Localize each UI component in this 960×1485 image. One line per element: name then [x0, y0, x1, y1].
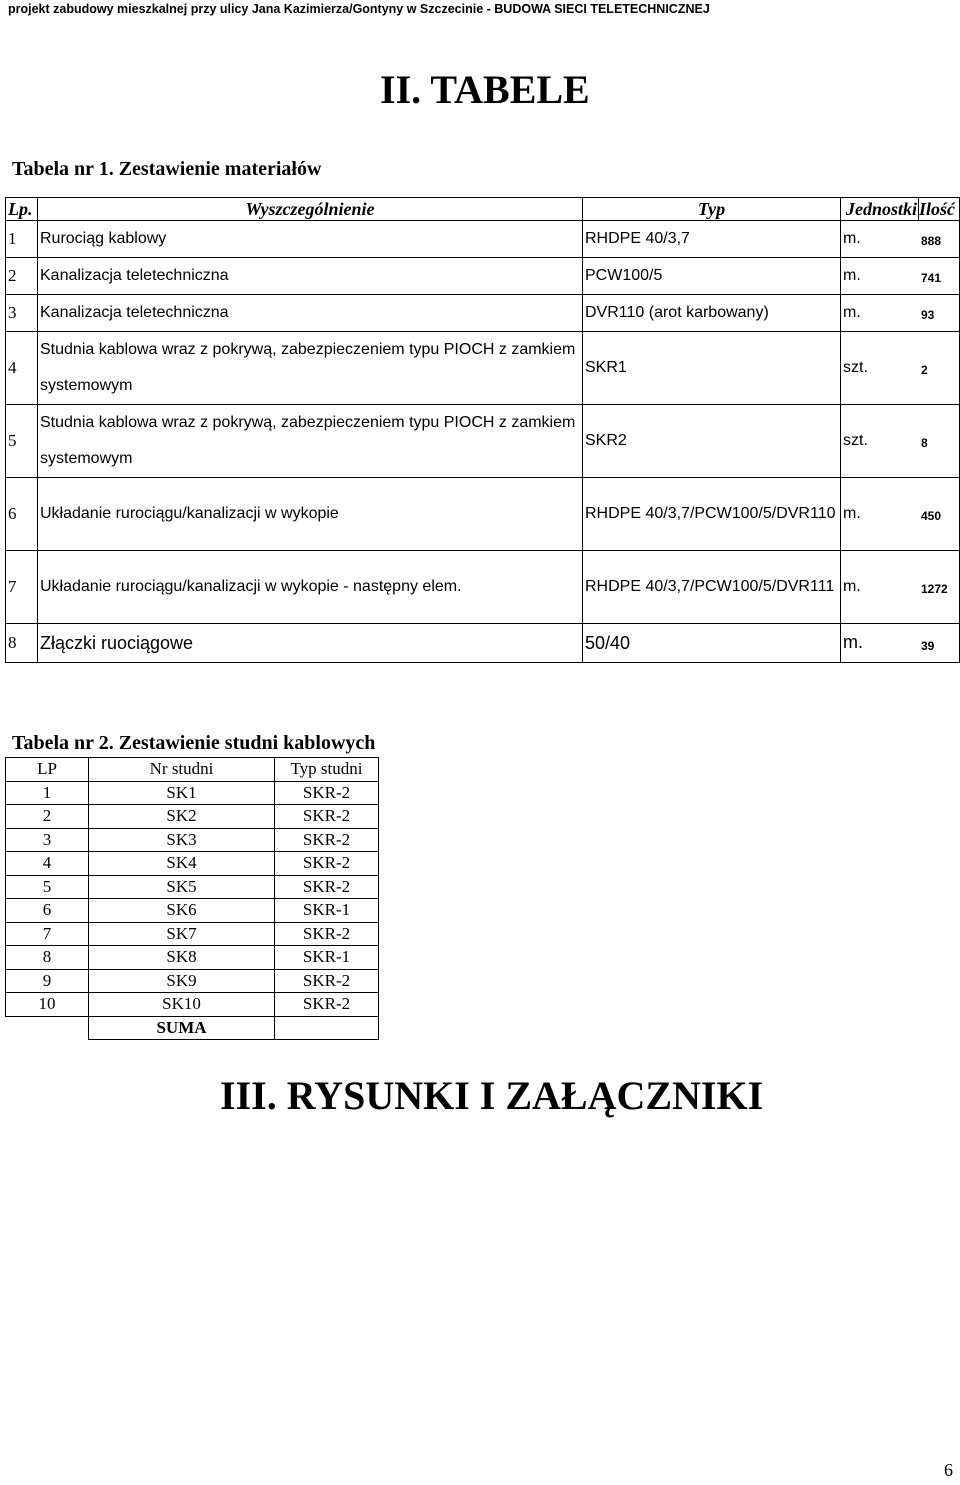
row-description: Układanie rurociągu/kanalizacji w wykopie - następny elem. — [38, 551, 583, 624]
table-row — [6, 899, 379, 923]
table-row — [6, 624, 960, 663]
row-well-type: SKR-2 — [275, 993, 379, 1017]
row-quantity: 888 — [921, 234, 942, 248]
materials-table — [5, 197, 960, 663]
row-lp: 3 — [6, 295, 38, 332]
table-row — [6, 781, 379, 805]
row-type: DVR110 (arot karbowany) — [583, 295, 841, 332]
row-lp: 3 — [6, 828, 89, 852]
row-unit: m. — [843, 578, 861, 595]
row-well-type: SKR-2 — [275, 922, 379, 946]
table1-title: Tabela nr 1. Zestawienie materiałów — [12, 158, 322, 180]
table-row — [6, 221, 960, 258]
row-quantity: 450 — [921, 509, 942, 523]
table-header-row — [6, 198, 960, 221]
row-unit-qty — [841, 295, 960, 332]
row-unit: m. — [843, 267, 861, 284]
row-unit-qty — [841, 405, 960, 478]
row-well-number: SK8 — [89, 946, 275, 970]
row-lp: 2 — [6, 258, 38, 295]
page-header: projekt zabudowy mieszkalnej przy ulicy Jana Kazimierza/Gontyny w Szczecinie - BUDOWA SIECI TELETECHNICZNEJ — [8, 2, 710, 16]
row-lp: 5 — [6, 405, 38, 478]
row-well-type: SKR-1 — [275, 899, 379, 923]
header-type: Typ — [583, 198, 841, 221]
table2-title: Tabela nr 2. Zestawienie studni kablowych — [12, 732, 376, 754]
row-quantity: 93 — [921, 308, 935, 322]
section-title-drawings: III. RYSUNKI I ZAŁĄCZNIKI — [220, 1073, 764, 1118]
row-well-number: SK7 — [89, 922, 275, 946]
row-lp: 8 — [6, 946, 89, 970]
row-quantity: 1272 — [921, 582, 948, 596]
table-header-row — [6, 758, 379, 782]
row-quantity: 39 — [921, 639, 935, 653]
header-unit: Jednostki — [841, 198, 919, 221]
row-lp: 10 — [6, 993, 89, 1017]
row-description: Układanie rurociągu/kanalizacji w wykopie — [38, 478, 583, 551]
table-row — [6, 405, 960, 478]
row-lp: 7 — [6, 922, 89, 946]
sum-label: SUMA — [89, 1016, 275, 1040]
row-unit: m. — [843, 304, 861, 321]
table-row — [6, 551, 960, 624]
row-lp: 2 — [6, 805, 89, 829]
table-row — [6, 295, 960, 332]
row-type: PCW100/5 — [583, 258, 841, 295]
row-lp: 4 — [6, 332, 38, 405]
row-unit: szt. — [843, 359, 868, 376]
section-title-tables: II. TABELE — [380, 67, 590, 112]
row-lp: 9 — [6, 969, 89, 993]
header-well-number: Nr studni — [89, 758, 275, 782]
table-row — [6, 969, 379, 993]
row-quantity: 8 — [921, 436, 928, 450]
row-description: Studnia kablowa wraz z pokrywą, zabezpieczeniem typu PIOCH z zamkiem systemowym — [38, 332, 583, 405]
table-row — [6, 946, 379, 970]
header-description: Wyszczególnienie — [38, 198, 583, 221]
row-unit-qty — [841, 624, 960, 663]
row-well-number: SK1 — [89, 781, 275, 805]
header-lp: LP — [6, 758, 89, 782]
sum-row — [6, 1016, 379, 1040]
row-unit: m. — [843, 230, 861, 247]
row-unit-qty — [841, 551, 960, 624]
header-well-type: Typ studni — [275, 758, 379, 782]
row-well-type: SKR-2 — [275, 969, 379, 993]
row-description: Studnia kablowa wraz z pokrywą, zabezpieczeniem typu PIOCH z zamkiem systemowym — [38, 405, 583, 478]
table-row — [6, 805, 379, 829]
row-lp: 8 — [6, 624, 38, 663]
row-description: Rurociąg kablowy — [38, 221, 583, 258]
row-well-number: SK9 — [89, 969, 275, 993]
row-unit-qty — [841, 478, 960, 551]
row-unit-qty — [841, 258, 960, 295]
row-well-number: SK10 — [89, 993, 275, 1017]
table-row — [6, 922, 379, 946]
row-lp: 5 — [6, 875, 89, 899]
cable-wells-table — [5, 757, 379, 1040]
row-type: RHDPE 40/3,7/PCW100/5/DVR111 — [583, 551, 841, 624]
table-row — [6, 332, 960, 405]
row-type: 50/40 — [583, 624, 841, 663]
header-quantity: Ilość — [919, 198, 960, 221]
row-well-type: SKR-2 — [275, 828, 379, 852]
row-type: SKR2 — [583, 405, 841, 478]
table-row — [6, 875, 379, 899]
row-well-type: SKR-2 — [275, 875, 379, 899]
row-unit-qty — [841, 332, 960, 405]
row-lp: 6 — [6, 478, 38, 551]
row-type: RHDPE 40/3,7 — [583, 221, 841, 258]
table-row — [6, 852, 379, 876]
row-well-number: SK4 — [89, 852, 275, 876]
page-number: 6 — [944, 1460, 953, 1480]
sum-empty-cell — [6, 1016, 89, 1040]
row-unit: m. — [843, 632, 863, 652]
row-quantity: 2 — [921, 363, 928, 377]
row-unit: m. — [843, 505, 861, 522]
row-lp: 1 — [6, 221, 38, 258]
header-lp: Lp. — [6, 198, 38, 221]
row-well-type: SKR-2 — [275, 805, 379, 829]
row-well-number: SK3 — [89, 828, 275, 852]
row-well-type: SKR-2 — [275, 852, 379, 876]
row-lp: 1 — [6, 781, 89, 805]
row-well-type: SKR-2 — [275, 781, 379, 805]
row-unit: szt. — [843, 432, 868, 449]
sum-value — [275, 1016, 379, 1040]
row-description: Złączki ruociągowe — [38, 624, 583, 663]
row-description: Kanalizacja teletechniczna — [38, 295, 583, 332]
table-row — [6, 478, 960, 551]
row-lp: 7 — [6, 551, 38, 624]
row-well-type: SKR-1 — [275, 946, 379, 970]
row-well-number: SK5 — [89, 875, 275, 899]
row-type: RHDPE 40/3,7/PCW100/5/DVR110 — [583, 478, 841, 551]
row-well-number: SK6 — [89, 899, 275, 923]
row-lp: 6 — [6, 899, 89, 923]
row-unit-qty — [841, 221, 960, 258]
row-lp: 4 — [6, 852, 89, 876]
table-row — [6, 993, 379, 1017]
row-description: Kanalizacja teletechniczna — [38, 258, 583, 295]
table-row — [6, 828, 379, 852]
table-row — [6, 258, 960, 295]
row-type: SKR1 — [583, 332, 841, 405]
row-well-number: SK2 — [89, 805, 275, 829]
row-quantity: 741 — [921, 271, 942, 285]
